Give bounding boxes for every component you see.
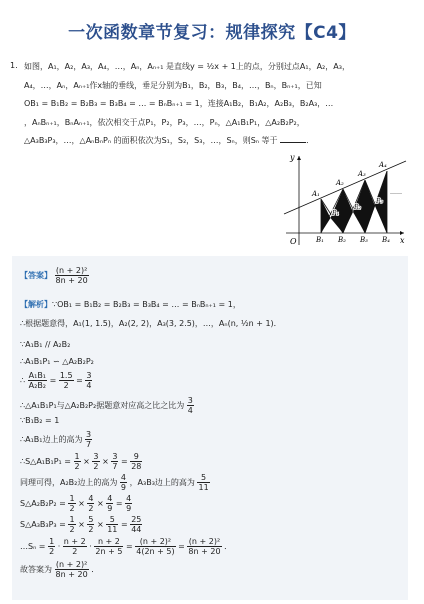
x-axis-arrow — [400, 231, 404, 235]
sn-n2: n + 2 — [63, 537, 86, 546]
s1-frac-3 — [111, 452, 118, 471]
s3-result — [130, 515, 142, 534]
analysis-line-2: ∴根据题意得，A₁(1, 1.5)，A₂(2, 2)，A₃(3, 2.5)，…，Aₙ(n, ½n + 1)． — [20, 319, 282, 328]
sn-frac-2 — [63, 537, 87, 556]
s2-frac-3 — [106, 494, 113, 513]
label-a3: A₃ — [358, 170, 366, 178]
s3-d2: 2 — [88, 525, 94, 534]
s2-d3: 9 — [107, 504, 113, 513]
height-den-3: 11 — [198, 483, 209, 492]
ratio-den-2: 2 — [63, 381, 69, 390]
s2-d2: 2 — [88, 504, 94, 513]
answer-blank — [280, 142, 306, 143]
s3-n3: 5 — [106, 515, 118, 525]
answer-numerator: (n + 2)² — [55, 266, 88, 275]
final-answer-text: 故答案为 — [20, 565, 52, 574]
origin-label: O — [290, 237, 297, 246]
stem-line-2: A₄，…，Aₙ，Aₙ₊₁作x轴的垂线，垂足分别为B₁，B₂，B₃，B₄，…，Bₙ，Bₙ₊₁，已知 — [24, 80, 322, 90]
analysis-tag: 【解析】 — [20, 300, 52, 309]
sn-frac-1 — [48, 537, 55, 556]
height-text-2: 同理可得，A₂B₂边上的高为 — [20, 478, 118, 487]
label-p3: P₃ — [376, 197, 383, 205]
sn-d2: 2 — [72, 547, 78, 556]
s1-d3: 7 — [112, 462, 118, 471]
s2-n2: 4 — [88, 494, 94, 503]
sn-equals-2: = — [178, 542, 185, 551]
label-a4: A₄ — [379, 161, 387, 169]
s2-times-2: × — [96, 499, 104, 508]
analysis-line-9 — [20, 452, 142, 471]
analysis-line-5 — [20, 371, 92, 390]
final-answer-fraction — [55, 560, 89, 579]
question-stem — [24, 58, 406, 151]
triangle-a2b2p2 — [343, 189, 353, 233]
s3-times-1: × — [78, 520, 85, 529]
equals-2: = — [76, 376, 83, 385]
s2-result — [125, 494, 132, 513]
height-text-1: ∴A₁B₁边上的高为 — [20, 435, 83, 444]
analysis-line-8 — [20, 430, 92, 449]
height-text-3: ，A₃B₃边上的高为 — [129, 478, 195, 487]
therefore-symbol: ∴ — [20, 376, 26, 385]
s1-d1: 2 — [74, 462, 80, 471]
ratio-den-3: 4 — [86, 381, 92, 390]
s3-n4: 25 — [131, 515, 142, 524]
ratio-num-2: 1.5 — [59, 371, 73, 380]
analysis-line-1 — [20, 299, 241, 310]
height-fraction-1 — [85, 430, 92, 449]
height-ratio-den: 4 — [187, 406, 193, 415]
label-b1: B₁ — [316, 236, 324, 244]
final-end-mark: ． — [91, 565, 100, 574]
s1-d4: 28 — [131, 462, 142, 471]
final-den: 8n + 20 — [55, 570, 88, 579]
analysis-line-10 — [20, 473, 210, 492]
label-a1: A₁ — [312, 190, 320, 198]
sn-end-mark: ． — [224, 542, 233, 551]
sn-d3: 2n + 5 — [95, 547, 123, 556]
sn-n4: (n + 2)² — [135, 537, 175, 547]
s3-d1: 2 — [69, 525, 75, 534]
ratio-fraction-3 — [85, 371, 92, 390]
s2-frac-1 — [68, 494, 75, 513]
sn-dot-2: · — [89, 542, 92, 551]
s2-d4: 9 — [126, 504, 132, 513]
sn-d4: 4(2n + 5) — [136, 547, 175, 556]
height-num-3: 5 — [197, 473, 209, 483]
sn-n3: n + 2 — [94, 537, 123, 547]
final-num: (n + 2)² — [55, 560, 88, 569]
analysis-line-7: ∵B₁B₂ = 1 — [20, 416, 60, 425]
answer-fraction — [55, 266, 89, 285]
s1-result — [130, 452, 142, 471]
s1-times-2: × — [102, 457, 109, 466]
analysis-line-4: ∴A₁B₁P₁ ∽ △A₂B₂P₂ — [20, 357, 94, 366]
height-ratio-num: 3 — [187, 396, 193, 405]
x-axis-label: x — [400, 236, 405, 245]
sn-result — [187, 537, 221, 556]
ratio-num-1: A₁B₁ — [28, 371, 47, 380]
height-den-2: 9 — [120, 483, 127, 492]
s3-frac-3 — [106, 515, 118, 534]
sn-d1: 2 — [49, 547, 55, 556]
sn-frac-3 — [94, 537, 123, 556]
equals-1: = — [49, 376, 57, 385]
answer-denominator: 8n + 20 — [55, 276, 88, 285]
analysis-line-14 — [20, 560, 99, 579]
ratio-fraction-1 — [28, 371, 47, 390]
sn-frac-4 — [135, 537, 175, 556]
s3-times-2: × — [96, 520, 104, 529]
sn-d5: 8n + 20 — [188, 547, 221, 556]
answer-tag: 【答案】 — [20, 271, 52, 280]
s1-d2: 2 — [93, 462, 99, 471]
s3-d3: 11 — [107, 525, 118, 534]
sn-dot-1: · — [57, 542, 61, 551]
page-title: 一次函数章节复习：规律探究【C4】 — [68, 23, 356, 43]
area-sn-label: …Sₙ = — [20, 542, 46, 551]
area-s2-label: S△A₂B₂P₂ = — [20, 499, 66, 508]
label-b2: B₂ — [338, 236, 346, 244]
s1-frac-2 — [92, 452, 99, 471]
analysis-line-12 — [20, 515, 142, 534]
ratio-den-1: A₂B₂ — [28, 381, 47, 390]
s3-frac-1 — [68, 515, 75, 534]
area-s1-label: ∴S△A₁B₁P₁ = — [20, 457, 71, 466]
height-num-2: 4 — [120, 473, 127, 482]
analysis-line-11 — [20, 494, 132, 513]
label-b3: B₃ — [360, 236, 368, 244]
triangle-a3b3p3 — [365, 180, 375, 233]
s1-n2: 3 — [93, 452, 99, 461]
s2-times-1: × — [78, 499, 85, 508]
area-s3-label: S△A₃B₃P₃ = — [20, 520, 66, 529]
s2-n4: 4 — [126, 494, 132, 503]
s3-n2: 5 — [88, 515, 94, 524]
sn-equals-1: = — [125, 542, 133, 551]
s2-frac-2 — [87, 494, 94, 513]
s3-n1: 1 — [69, 515, 75, 524]
label-p2: P₂ — [354, 203, 361, 211]
analysis-text-1: ∵OB₁ = B₁B₂ = B₂B₃ = B₃B₄ = … = BₙBₙ₊₁ = 1， — [52, 300, 241, 309]
s2-d1: 2 — [69, 504, 75, 513]
height-ratio-text: ∴△A₁B₁P₁与△A₂B₂P₂据题意对应高之比之比为 — [20, 401, 185, 410]
sn-n1: 1 — [49, 537, 55, 546]
analysis-line-3: ∵A₁B₁ // A₂B₂ — [20, 340, 71, 349]
s1-n3: 3 — [112, 452, 118, 461]
s1-frac-1 — [74, 452, 81, 471]
s3-equals: = — [120, 520, 128, 529]
y-axis-arrow — [297, 156, 301, 160]
height-ratio-fraction — [187, 396, 194, 415]
height-fraction-3 — [197, 473, 209, 492]
s2-n1: 1 — [69, 494, 75, 503]
solution-panel — [12, 256, 408, 600]
label-b4: B₄ — [382, 236, 390, 244]
label-a2: A₂ — [336, 179, 344, 187]
height-num-1: 3 — [86, 430, 92, 439]
s1-equals: = — [120, 457, 128, 466]
label-p1: P₁ — [332, 209, 339, 217]
stem-line-5-text: △A₃B₃P₃，…，△AₙBₙPₙ 的面积依次为S₁，S₂，S₃，…，Sₙ，则Sₙ 等于 — [24, 136, 278, 145]
ratio-num-3: 3 — [86, 371, 92, 380]
s3-frac-2 — [87, 515, 94, 534]
answer-row — [20, 266, 89, 285]
stem-line-3: OB₁ = B₁B₂ = B₂B₃ = B₃B₄ = … = BₙBₙ₊₁ = 1，连接A₁B₂，B₁A₂，A₂B₃，B₂A₃，… — [24, 99, 334, 108]
height-den-1: 7 — [86, 440, 92, 449]
continuation-dots: …… — [390, 189, 402, 196]
s1-n1: 1 — [74, 452, 80, 461]
s1-n4: 9 — [130, 452, 142, 462]
s1-times-1: × — [83, 457, 90, 466]
s3-d4: 44 — [131, 525, 142, 534]
stem-line-4: ，AₙBₙ₊₁，BₙAₙ₊₁，依次相交于点P₁，P₂，P₃，…，Pₙ，△A₁B₁P₁，△A₂B₂P₂， — [24, 117, 305, 127]
question-number: 1. — [10, 61, 18, 70]
s2-n3: 4 — [107, 494, 113, 503]
analysis-line-6 — [20, 396, 194, 415]
stem-line-1: 如图，A₁，A₂，A₃，A₄，…，Aₙ，Aₙ₊₁ 是直线y = ½x + 1上的点，分别过点A₁，A₂，A₃， — [24, 62, 350, 71]
geometry-figure — [282, 148, 412, 248]
height-fraction-2 — [120, 473, 127, 492]
ratio-fraction-2 — [59, 371, 74, 390]
y-axis-label: y — [290, 153, 295, 162]
s2-equals: = — [115, 499, 123, 508]
analysis-line-13 — [20, 537, 232, 556]
stem-end-mark: ． — [306, 136, 315, 145]
sn-n5: (n + 2)² — [188, 537, 221, 546]
